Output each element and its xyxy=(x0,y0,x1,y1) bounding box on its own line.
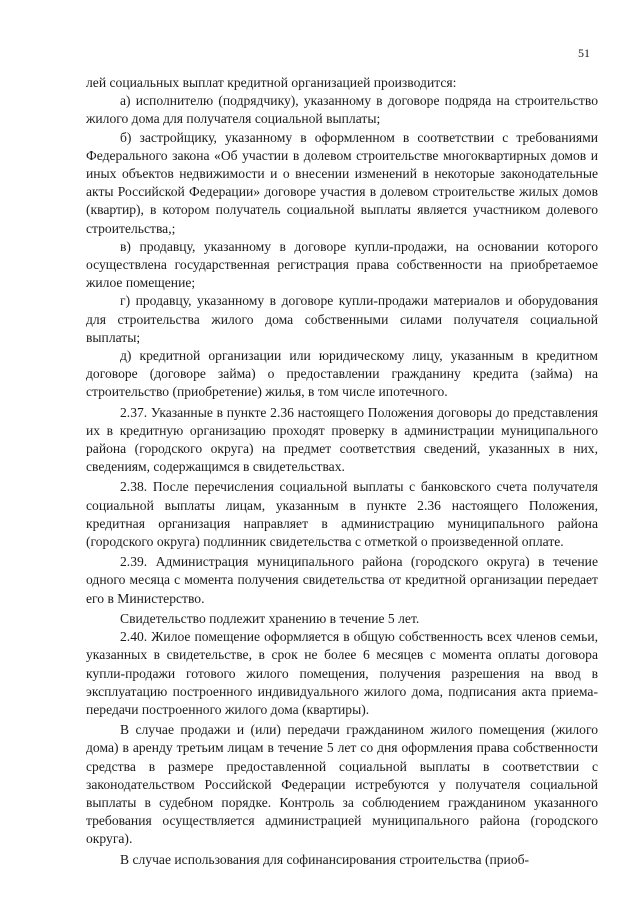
paragraph-item-a: а) исполнителю (подрядчику), указанному в договоре подряда на строительство жилого дома для получателя социальной выплаты; xyxy=(86,93,598,127)
paragraph-2-40: 2.40. Жилое помещение оформляется в общую собственность всех членов семьи, указанных в свидетельстве, в срок не более 6 месяцев с момента оплаты договора купли-продажи готового жилого помещения, получения разрешения на ввод в эксплуатацию построенного индивидуального жилого дома, подписания акта приема-передачи построенного жилого дома (квартиры). xyxy=(86,629,598,717)
paragraph-continuation: лей социальных выплат кредитной организацией производится: xyxy=(86,75,457,90)
page-number: 51 xyxy=(578,46,590,60)
paragraph-storage-note: Свидетельство подлежит хранению в течение 5 лет. xyxy=(120,610,420,626)
document-body xyxy=(86,74,598,869)
paragraph-cofinancing: В случае использования для софинансирования строительства (приоб- xyxy=(120,851,530,867)
paragraph-item-g: г) продавцу, указанному в договоре купли-продажи материалов и оборудования для строительства жилого дома собственными силами получателя социальной выплаты; xyxy=(86,293,598,345)
paragraph-2-39: 2.39. Администрация муниципального района (городского округа) в течение одного месяца с момента получения свидетельства от кредитной организации передает его в Министерство. xyxy=(86,554,598,606)
paragraph-item-d: д) кредитной организации или юридическому лицу, указанным в кредитном договоре (договоре займа) о предоставлении гражданину кредита (займа) на строительство (приобретение) жилья, в том числе ипотечного. xyxy=(86,348,598,400)
paragraph-item-b: б) застройщику, указанному в оформленном в соответствии с требованиями Федерального закона «Об участии в долевом строительстве многоквартирных домов и иных объектов недвижимости и о внесении изменений в некоторые законодательные акты Российской Федерации» договоре участия в долевом строительстве жилых домов (квартир), в котором получатель социальной выплаты является участником долевого строительства,; xyxy=(86,129,598,236)
paragraph-item-v: в) продавцу, указанному в договоре купли-продажи, на основании которого осуществлена государственная регистрация права собственности на приобретаемое жилое помещение; xyxy=(86,238,598,291)
paragraph-2-37: 2.37. Указанные в пункте 2.36 настоящего Положения договоры до представления их в кредитную организацию проходят проверку в администрации муниципального района (городского округа) на предмет соответствия сведений, указанных в них, сведениям, содержащимся в свидетельствах. xyxy=(86,404,598,475)
paragraph-2-38: 2.38. После перечисления социальной выплаты с банковского счета получателя социальной выплаты лицам, указанным в пункте 2.36 настоящего Положения, кредитная организация направляет в администрацию муниципального района (городского округа) подлинник свидетельства с отметкой о произведенной оплате. xyxy=(86,479,598,550)
paragraph-sale-transfer: В случае продажи и (или) передачи гражданином жилого помещения (жилого дома) в аренду третьим лицам в течение 5 лет со дня оформления права собственности средства в размере предоставленной социальной выплаты в соответствии с законодательством Российской Федерации истребуются у получателя социальной выплаты в судебном порядке. Контроль за соблюдением гражданином указанного требования осуществляется администрацией муниципального района (городского округа). xyxy=(86,722,598,847)
